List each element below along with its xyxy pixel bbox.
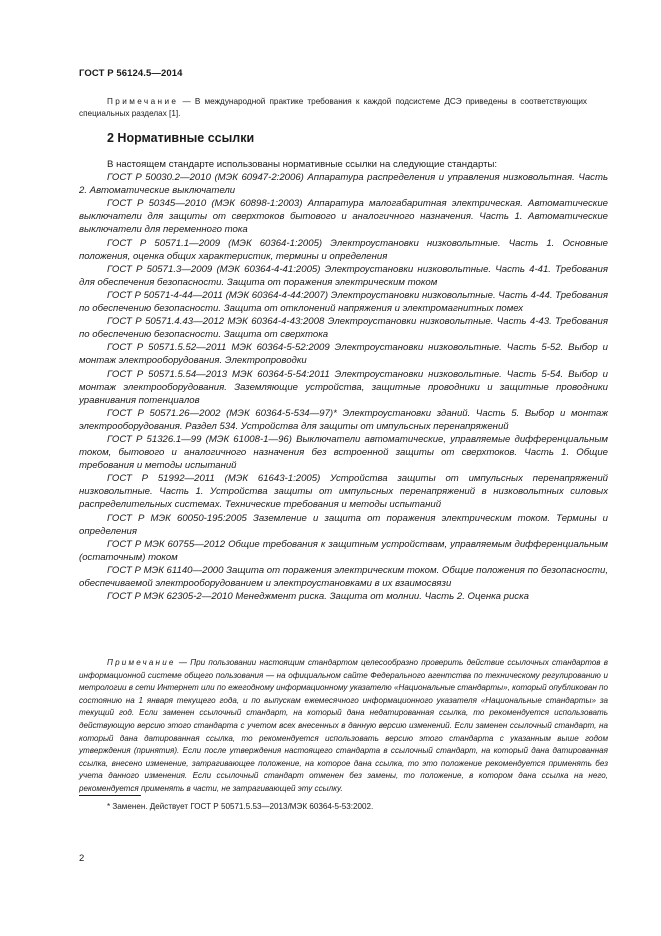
note-top (79, 96, 587, 120)
reference-item: ГОСТ Р МЭК 60050-195:2005 Заземление и защита от поражения электрическим током. Термины и определения (79, 512, 608, 537)
note-top-label: Примечание (107, 97, 179, 106)
footnote-divider (79, 795, 141, 796)
reference-item: ГОСТ Р МЭК 61140—2000 Защита от поражения электрическим током. Общие положения по безопасности, обеспечиваемой электрооборудованием и электроустановками в их взаимосвязи (79, 564, 608, 589)
references-body (79, 158, 608, 603)
reference-item: ГОСТ Р 50571.5.54—2013 МЭК 60364-5-54:2011 Электроустановки низковольтные. Часть 5-54. Выбор и монтаж электрооборудования. Заземляющие устройства, защитные проводники и защитные проводники уравнивания потенциалов (79, 368, 608, 406)
section-title: 2 Нормативные ссылки (107, 131, 255, 145)
reference-item: ГОСТ Р МЭК 62305-2—2010 Менеджмент риска. Защита от молнии. Часть 2. Оценка риска (107, 591, 529, 603)
reference-item: ГОСТ Р 50571.1—2009 (МЭК 60364-1:2005) Электроустановки низковольтные. Часть 1. Основные положения, оценка общих характеристик, термины и определения (79, 237, 608, 262)
footnote: * Заменен. Действует ГОСТ Р 50571.5.53—2013/МЭК 60364-5-53:2002. (107, 802, 374, 811)
reference-item: ГОСТ Р 50571-4-44—2011 (МЭК 60364-4-44:2007) Электроустановки низковольтные. Часть 4-44. Требования по обеспечению безопасности. Защита от отклонений напряжения и электромагнитных помех (79, 289, 608, 315)
note-bottom-label: Примечание (107, 658, 176, 667)
intro-paragraph: В настоящем стандарте использованы нормативные ссылки на следующие стандарты: (107, 159, 498, 170)
note-bottom (79, 657, 608, 796)
reference-item: ГОСТ Р 50345—2010 (МЭК 60898-1:2003) Аппаратура малогабаритная электрическая. Автоматические выключатели для защиты от сверхтоков бытового и аналогичного назначения. Часть 1. Автоматические выключатели для переменного тока (79, 198, 608, 236)
reference-item: ГОСТ Р 50571.5.52—2011 МЭК 60364-5-52:2009 Электроустановки низковольтные. Часть 5-52. Выбор и монтаж электрооборудования. Электропроводки (79, 342, 608, 367)
reference-item: ГОСТ Р 50571.26—2002 (МЭК 60364-5-534—97)* Электроустановки зданий. Часть 5. Выбор и монтаж электрооборудования. Раздел 534. Устройства для защиты от импульсных перенапряжений (79, 407, 608, 432)
reference-item: ГОСТ Р 51326.1—99 (МЭК 61008-1—96) Выключатели автоматические, управляемые дифференциальным током, бытового и аналогичного назначения без встроенной защиты от сверхтоков. Часть 1. Общие требования и методы испытаний (79, 433, 608, 472)
reference-item: ГОСТ Р 50571.4.43—2012 МЭК 60364-4-43:2008 Электроустановки низковольтные. Часть 4-43. Требования по обеспечению безопасности. Защита от сверхтока (79, 316, 608, 341)
reference-item: ГОСТ Р 50571.3—2009 (МЭК 60364-4-41:2005) Электроустановки низковольтные. Часть 4-41. Требования для обеспечения безопасности. Защита от поражения электрическим током (79, 263, 608, 288)
note-bottom-text: — При пользовании настоящим стандартом целесообразно проверить действие ссылочных стандартов в информационной системе общего пользования — на официальном сайте Федерального агентства по техническому регулированию и метрологии в сети Интернет или по ежегодному информационному указателю «Национальные стандарты», который опубликован по состоянию на 1 января текущего года, и по выпускам ежемесячного информационного указателя «Национальные стандарты» за текущий год. Если заменен ссылочный стандарт, на который дана недатированная ссылка, то рекомендуется использовать действующую версию этого стандарта с учетом всех внесенных в данную версию изменений. Если заменен ссылочный стандарт, на который дана датированная ссылка, то рекомендуется использовать версию этого стандарта с указанным выше годом утверждения (принятия). Если после утверждения настоящего стандарта в ссылочный стандарт, на который дана датированная ссылка, внесено изменение, затрагивающее положение, на которое дана ссылка, то это положение рекомендуется применять без учета данного изменения. Если ссылочный стандарт отменен без замены, то положение, в котором дана ссылка на него, рекомендуется применять в части, не затрагивающей эту ссылку. (79, 658, 609, 793)
reference-item: ГОСТ Р 51992—2011 (МЭК 61643-1:2005) Устройства защиты от импульсных перенапряжений низковольтные. Часть 1. Устройства защиты от импульсных перенапряжений в низковольтных силовых распределительных системах. Технические требования и методы испытаний (79, 473, 608, 511)
note-top-text: — В международной практике требования к каждой подсистеме ДСЭ приведены в соответствующих специальных разделах [1]. (79, 97, 587, 118)
page-number: 2 (79, 853, 85, 864)
reference-item: ГОСТ Р 50030.2—2010 (МЭК 60947-2:2006) Аппаратура распределения и управления низковольтная. Часть 2. Автоматические выключатели (79, 172, 608, 197)
reference-item: ГОСТ Р МЭК 60755—2012 Общие требования к защитным устройствам, управляемым дифференциальным (остаточным) током (79, 538, 608, 563)
document-header: ГОСТ Р 56124.5—2014 (79, 68, 183, 79)
